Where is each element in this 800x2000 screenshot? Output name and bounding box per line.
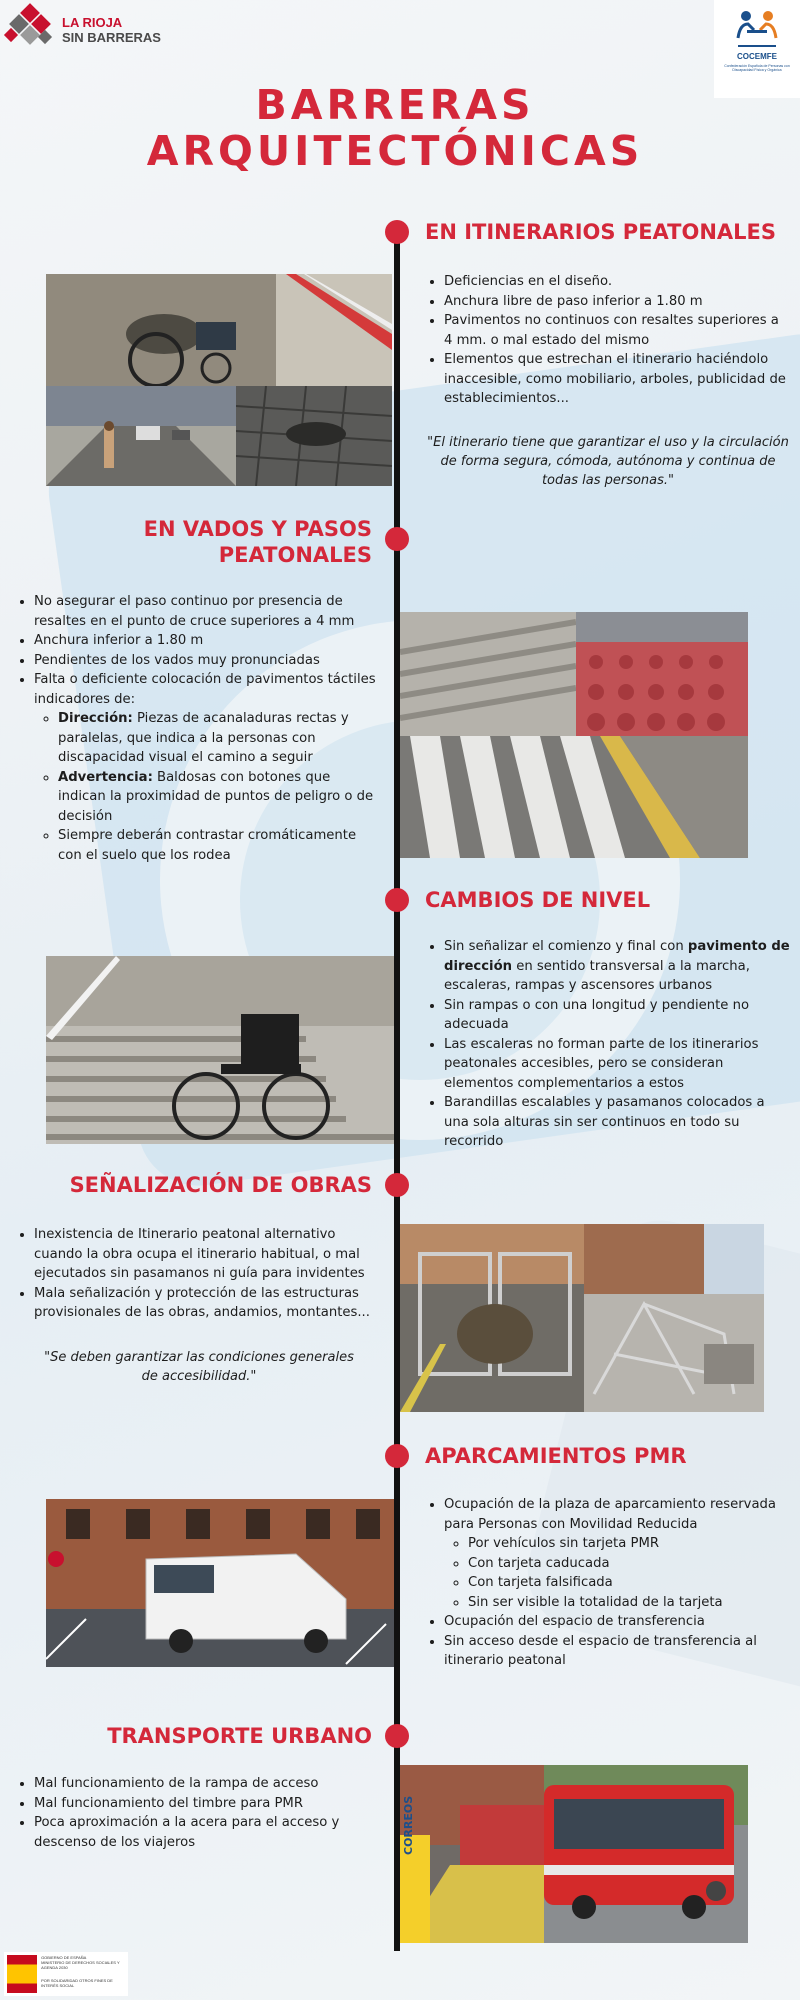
list-item: • Deficiencias en el diseño. — [444, 272, 790, 292]
list-item — [444, 1495, 790, 1612]
bold-term: pavimento de dirección — [444, 939, 790, 974]
list-item: • No asegurar el paso continuo por presencia de resaltes en el punto de cruce superiores a 4 mm — [34, 592, 382, 631]
sub-list-item — [58, 768, 382, 827]
wheelchair-photo — [46, 274, 392, 386]
sub-list-item: ◦ Sin ser visible la totalidad de la tarjeta — [468, 1593, 790, 1613]
list-item: • Pavimentos no continuos con resaltes superiores a 4 mm. o mal estado del mismo — [444, 311, 790, 350]
timeline-dot — [385, 220, 409, 244]
diamond-logo-icon — [4, 4, 56, 56]
list-item-text: Sin señalizar el comienzo y final con — [444, 939, 688, 954]
timeline-dot — [385, 1173, 409, 1197]
bold-term: Advertencia: — [58, 769, 153, 785]
itinerarios-quote: "El itinerario tiene que garantizar el uso y la circulación de forma segura, cómoda, autónoma y continua de todas las personas." — [427, 435, 789, 488]
sub-list-text: Siempre deberán contrastar cromáticamente con el suelo que los rodea — [58, 828, 357, 863]
section-title-transporte: TRANSPORTE URBANO — [107, 1724, 372, 1748]
sub-list-item: ◦ Con tarjeta caducada — [468, 1554, 790, 1574]
list-item: • Mal funcionamiento del timbre para PMR — [34, 1794, 382, 1814]
title-line-1: BARRERAS — [255, 81, 535, 129]
section-title-cambios-nivel: CAMBIOS DE NIVEL — [425, 888, 651, 912]
crosswalk-photo — [400, 736, 748, 858]
spain-coat-of-arms-icon — [7, 1955, 37, 1993]
logo-line-1: LA RIOJA — [62, 15, 123, 30]
timeline-line — [394, 226, 400, 1951]
logo-line-2: SIN BARRERAS — [62, 30, 161, 45]
list-item: • Las escaleras no forman parte de los itinerarios peatonales accesibles, pero se consideran elementos complementarios a estos — [444, 1035, 790, 1094]
list-item: • Pendientes de los vados muy pronunciadas — [34, 651, 382, 671]
timeline-dot — [385, 1724, 409, 1748]
list-item: • Barandillas escalables y pasamanos colocados a una sola alturas sin ser continuos en todo su recorrido — [444, 1093, 790, 1152]
parked-van-photo — [46, 1499, 394, 1667]
construction-barrier-photo — [400, 1224, 584, 1412]
list-item: • Anchura libre de paso inferior a 1.80 m — [444, 292, 790, 312]
vados-list — [16, 592, 382, 865]
obras-quote: "Se deben garantizar las condiciones generales de accesibilidad." — [44, 1350, 354, 1384]
timeline-dot — [385, 888, 409, 912]
scaffolding-photo — [584, 1224, 764, 1412]
list-item: • Elementos que estrechan el itinerario haciéndolo inaccesible, como mobiliario, arboles, publicidad de establecimientos... — [444, 350, 790, 409]
section-title-aparcamientos: APARCAMIENTOS PMR — [425, 1444, 687, 1468]
section-title-obras: SEÑALIZACIÓN DE OBRAS — [69, 1173, 372, 1197]
stairs-wheelchair-photo — [46, 956, 394, 1144]
list-item: • Sin rampas o con una longitud y pendiente no adecuada — [444, 996, 790, 1035]
list-item-text: en sentido transversal a la marcha, escaleras, rampas y ascensores urbanos — [444, 958, 750, 993]
sub-list-item — [58, 826, 382, 865]
list-item: • Sin acceso desde el espacio de transferencia al itinerario peatonal — [444, 1632, 790, 1671]
obras-list — [16, 1225, 382, 1323]
section-title-line: PEATONALES — [218, 543, 372, 567]
government-logo — [4, 1952, 128, 1996]
list-item: • Anchura inferior a 1.80 m — [34, 631, 382, 651]
list-item — [34, 670, 382, 865]
list-item-text: Falta o deficiente colocación de pavimentos táctiles indicadores de: — [34, 672, 376, 707]
la-rioja-logo — [4, 4, 161, 56]
section-title-vados — [144, 516, 372, 568]
list-item: • Mal funcionamiento de la rampa de acceso — [34, 1774, 382, 1794]
timeline-dot — [385, 527, 409, 551]
sub-list-item: ◦ Por vehículos sin tarjeta PMR — [468, 1534, 790, 1554]
timeline-dot — [385, 1444, 409, 1468]
cambios-nivel-list — [426, 937, 790, 1152]
title-line-2: ARQUITECTÓNICAS — [146, 127, 644, 175]
gov-line-3: POR SOLIDARIDAD OTROS FINES DE INTERÉS SOCIAL — [41, 1978, 113, 1988]
sub-list-text: Piezas de acanaladuras rectas y paralelas, que indica a la personas con discapacidad visual el camino a seguir — [58, 711, 349, 765]
street-photo — [46, 386, 236, 486]
cocemfe-subtitle: Confederación Española de Personas con Discapacidad Física y Orgánica — [724, 64, 790, 72]
list-item: • Inexistencia de Itinerario peatonal alternativo cuando la obra ocupa el itinerario habitual, o mal ejecutados sin pasamanos ni guía para invidentes — [34, 1225, 382, 1284]
bus-stop-photo — [400, 1765, 544, 1943]
cocemfe-name: COCEMFE — [737, 52, 777, 61]
red-bus-photo — [544, 1765, 748, 1943]
section-title-itinerarios: EN ITINERARIOS PEATONALES — [425, 220, 777, 244]
list-item-text: Ocupación de la plaza de aparcamiento reservada para Personas con Movilidad Reducida — [444, 1497, 776, 1532]
aparcamientos-list — [426, 1495, 790, 1671]
itinerarios-list — [426, 272, 790, 409]
cocemfe-people-icon — [732, 8, 782, 50]
list-item: • Mala señalización y protección de las estructuras provisionales de las obras, andamios, montantes... — [34, 1284, 382, 1323]
list-item: • Poca aproximación a la acera para el acceso y descenso de los viajeros — [34, 1813, 382, 1852]
section-title-line: EN VADOS Y PASOS — [143, 517, 372, 541]
page-title — [0, 82, 790, 174]
list-item: • Ocupación del espacio de transferencia — [444, 1612, 790, 1632]
transporte-list — [16, 1774, 382, 1852]
list-item — [444, 937, 790, 996]
gov-line-1: GOBIERNO DE ESPAÑA — [41, 1955, 87, 1960]
sub-list-item: ◦ Con tarjeta falsificada — [468, 1573, 790, 1593]
bold-term: Dirección: — [58, 711, 133, 726]
sub-list-text: Baldosas con botones que indican la proximidad de puntos de peligro o de decisión — [58, 769, 374, 824]
correos-mailbox-label: CORREOS — [402, 1795, 415, 1855]
gov-line-2: MINISTERIO DE DERECHOS SOCIALES Y AGENDA 2030 — [41, 1960, 120, 1970]
tactile-warning-photo — [576, 612, 748, 736]
damaged-pavement-photo — [236, 386, 392, 486]
tactile-direction-photo — [400, 612, 576, 736]
sub-list-item — [58, 709, 382, 768]
